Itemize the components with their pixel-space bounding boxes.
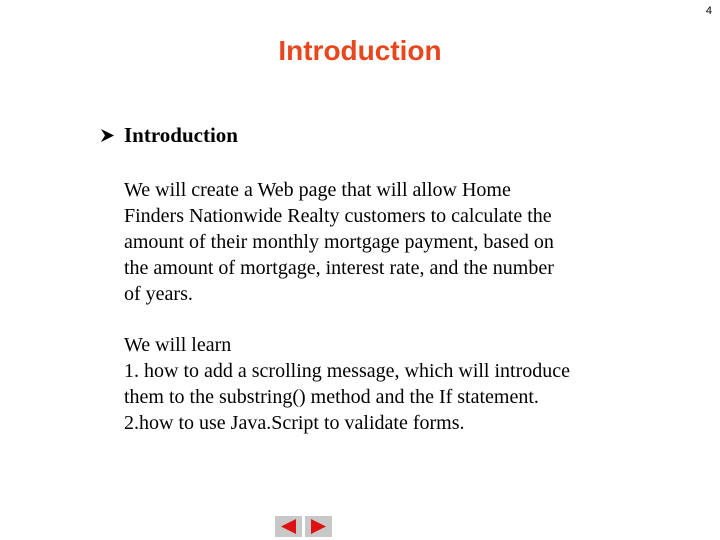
next-slide-button[interactable] <box>305 516 332 537</box>
previous-slide-button[interactable] <box>275 516 302 537</box>
next-arrow-icon <box>310 519 327 534</box>
slide-title: Introduction <box>278 35 442 66</box>
intro-paragraph <box>124 177 664 307</box>
paragraph-line: 2.how to use Java.Script to validate forms. <box>124 412 465 434</box>
bullet-item <box>100 123 238 148</box>
paragraph-line: We will learn <box>124 334 232 356</box>
previous-arrow-icon <box>280 519 297 534</box>
paragraph-line: amount of their monthly mortgage payment, based on <box>124 231 554 253</box>
arrow-right-bullet-icon <box>100 128 115 143</box>
paragraph-line: We will create a Web page that will allow Home <box>124 179 511 201</box>
paragraph-line: 1. how to add a scrolling message, which will introduce <box>124 360 571 382</box>
paragraph-line: Finders Nationwide Realty customers to calculate the <box>124 205 552 227</box>
paragraph-line: of years. <box>124 283 193 305</box>
learning-paragraph <box>124 332 684 436</box>
paragraph-line: them to the substring() method and the If statement. <box>124 386 539 408</box>
paragraph-line: the amount of mortgage, interest rate, and the number <box>124 257 554 279</box>
page-number: 4 <box>705 5 712 17</box>
slide-navigation <box>275 516 332 537</box>
bullet-heading: Introduction <box>124 123 238 147</box>
